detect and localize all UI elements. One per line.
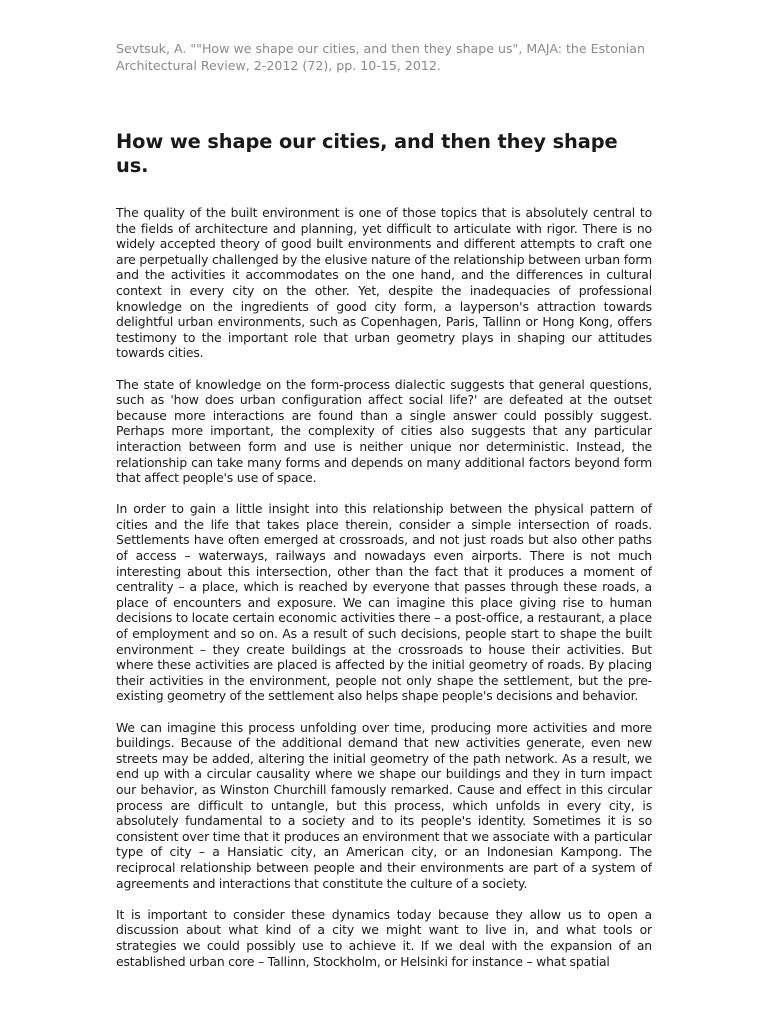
document-page bbox=[116, 40, 652, 985]
article-title: How we shape our cities, and then they shape us. bbox=[116, 130, 618, 177]
paragraph-3: In order to gain a little insight into this relationship between the physical pattern of cities and the life that takes place therein, consider a simple intersection of roads. Settlements have often emerged at crossroads, and not just roads but also other paths of access – waterways, railways and nowadays even airports. There is not much interesting about this intersection, other than the fact that it produces a moment of centrality – a place, which is reached by everyone that passes through these roads, a place of encounters and exposure. We can imagine this place giving rise to human decisions to locate certain economic activities there – a post-office, a restaurant, a place of employment and so on. As a result of such decisions, people start to shape the built environment – they create buildings at the crossroads to house their activities. But where these activities are placed is affected by the initial geometry of roads. By placing their activities in the environment, people not only shape the settlement, but the pre-existing geometry of the settlement also helps shape people's decisions and behavior. bbox=[116, 501, 652, 704]
paragraph-5: It is important to consider these dynamics today because they allow us to open a discussion about what kind of a city we might want to live in, and what tools or strategies we could possibly use to achieve it. If we deal with the expansion of an established urban core – Tallinn, Stockholm, or Helsinki for instance – what spatial bbox=[116, 906, 652, 969]
paragraph-2: The state of knowledge on the form-process dialectic suggests that general questions, such as 'how does urban configuration affect social life?' are defeated at the outset because more interactions are found than a single answer could possibly suggest. Perhaps more important, the complexity of cities also suggests that any particular interaction between form and use is neither unique nor deterministic. Instead, the relationship can take many forms and depends on many additional factors beyond form that affect people's use of space. bbox=[116, 376, 652, 486]
paragraph-4: We can imagine this process unfolding over time, producing more activities and more buildings. Because of the additional demand that new activities generate, even new streets may be added, altering the initial geometry of the path network. As a result, we end up with a circular causality where we shape our buildings and they in turn impact our behavior, as Winston Churchill famously remarked. Cause and effect in this circular process are difficult to untangle, but this process, which unfolds in every city, is absolutely fundamental to a society and to its people's identity. Sometimes it is so consistent over time that it produces an environment that we associate with a particular type of city – a Hansiatic city, an American city, or an Indonesian Kampong. The reciprocal relationship between people and their environments are part of a system of agreements and interactions that constitute the culture of a society. bbox=[116, 719, 652, 891]
paragraph-1: The quality of the built environment is one of those topics that is absolutely central to the fields of architecture and planning, yet difficult to articulate with rigor. There is no widely accepted theory of good built environments and different attempts to craft one are perpetually challenged by the elusive nature of the relationship between urban form and the activities it accommodates on the one hand, and the differences in cultural context in every city on the other. Yet, despite the inadequacies of professional knowledge on the ingredients of good city form, a layperson's attraction towards delightful urban environments, such as Copenhagen, Paris, Tallinn or Hong Kong, offers testimony to the important role that urban geometry plays in shaping our attitudes towards cities. bbox=[116, 205, 652, 361]
citation-header: Sevtsuk, A. ""How we shape our cities, and then they shape us", MAJA: the Estonian Architectural Review, 2-2012 (72), pp. 10-15, 2012. bbox=[116, 41, 645, 73]
article-body bbox=[116, 205, 652, 969]
